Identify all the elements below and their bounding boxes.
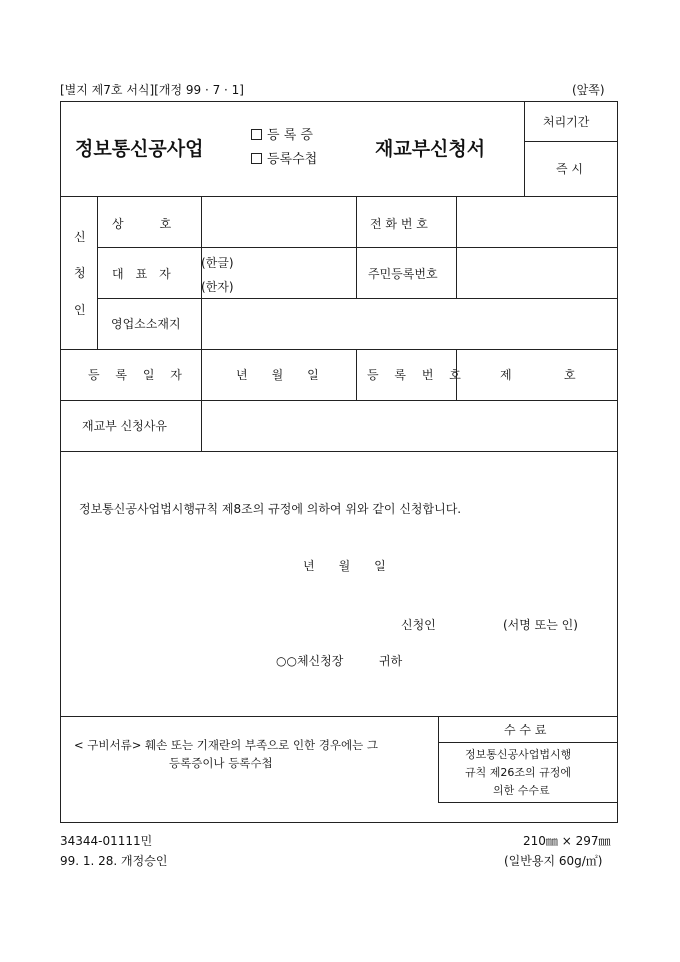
representative-label: 대 표 자 [112, 267, 171, 281]
divider-mid-col-b [356, 349, 357, 400]
divider-applicant [60, 349, 618, 350]
reissue-reason-field[interactable] [202, 401, 617, 451]
resident-id-field[interactable] [457, 248, 617, 298]
registration-date-label: 등 록 일 자 [88, 368, 188, 382]
form-title-right: 재교부신청서 [375, 138, 486, 160]
reissue-reason-label: 재교부 신청사유 [82, 419, 167, 433]
registration-number-suffix: 호 [564, 368, 576, 382]
option-handbook-label: 등록수첩 [267, 152, 318, 167]
addressee-suffix: 귀하 [379, 654, 403, 668]
approval-date: 99. 1. 28. 개정승인 [60, 854, 168, 868]
registration-date-value[interactable]: 년 월 일 [236, 368, 319, 382]
required-documents-line1: < 구비서류> 훼손 또는 기재란의 부족으로 인한 경우에는 그 [74, 738, 379, 752]
applicant-side-3: 인 [74, 303, 86, 317]
name-korean-label: (한글) [201, 256, 234, 270]
representative-field[interactable] [240, 248, 355, 298]
form-title-left: 정보통신공사업 [75, 138, 204, 160]
divider-fee-bottom [438, 802, 618, 803]
divider-mid-col-a [356, 196, 357, 298]
trade-name-field[interactable] [202, 197, 355, 247]
resident-id-label: 주민등록번호 [368, 267, 438, 281]
applicant-signature-field[interactable] [448, 611, 500, 631]
registration-number-label: 등 록 번 호 [367, 368, 467, 382]
fee-label: 수 수 료 [504, 723, 547, 737]
application-statement: 정보통신공사업법시행규칙 제8조의 규정에 의하여 위와 같이 신청합니다. [79, 502, 462, 516]
form-reference: [별지 제7호 서식][개정 99 · 7 · 1] [60, 83, 244, 97]
option-certificate-label: 등 록 증 [267, 128, 313, 143]
divider-fee [438, 742, 618, 743]
signature-note: (서명 또는 인) [503, 618, 578, 632]
registration-number-prefix: 제 [500, 368, 512, 382]
applicant-signature-label: 신청인 [401, 618, 436, 632]
paper-type: (일반용지 60g/㎡) [504, 854, 603, 868]
processing-value: 즉 시 [556, 162, 583, 176]
required-documents-line2: 등록증이나 등록수첩 [169, 756, 273, 770]
divider-reason [60, 451, 618, 452]
trade-name-label: 상 호 [112, 217, 172, 231]
option-handbook[interactable] [251, 153, 317, 166]
applicant-side-1: 신 [74, 230, 86, 244]
application-date[interactable]: 년 월 일 [303, 559, 386, 573]
divider-processing-col [524, 101, 525, 196]
fee-line3: 의한 수수료 [493, 784, 550, 797]
checkbox-icon [251, 129, 262, 140]
applicant-side-2: 청 [74, 266, 86, 280]
checkbox-icon [251, 153, 262, 164]
phone-label: 전 화 번 호 [370, 217, 428, 231]
address-field[interactable] [202, 299, 617, 349]
divider-processing [524, 141, 618, 142]
name-hanja-label: (한자) [201, 280, 234, 294]
option-certificate[interactable] [251, 129, 313, 142]
divider-fee-col [438, 716, 439, 802]
fee-line1: 정보통신공사업법시행 [465, 748, 572, 761]
address-label: 영업소소재지 [111, 317, 181, 331]
divider-statement [60, 716, 618, 717]
addressee: ○○체신청장 [276, 654, 344, 668]
page-side: (앞쪽) [572, 83, 605, 97]
form-code: 34344-01111민 [60, 834, 153, 848]
paper-size: 210㎜ × 297㎜ [523, 834, 611, 848]
registration-number-field[interactable] [512, 352, 560, 398]
divider-side-col [97, 196, 98, 349]
fee-line2: 규칙 제26조의 규정에 [465, 766, 571, 779]
phone-field[interactable] [457, 197, 617, 247]
processing-label: 처리기간 [543, 115, 590, 129]
